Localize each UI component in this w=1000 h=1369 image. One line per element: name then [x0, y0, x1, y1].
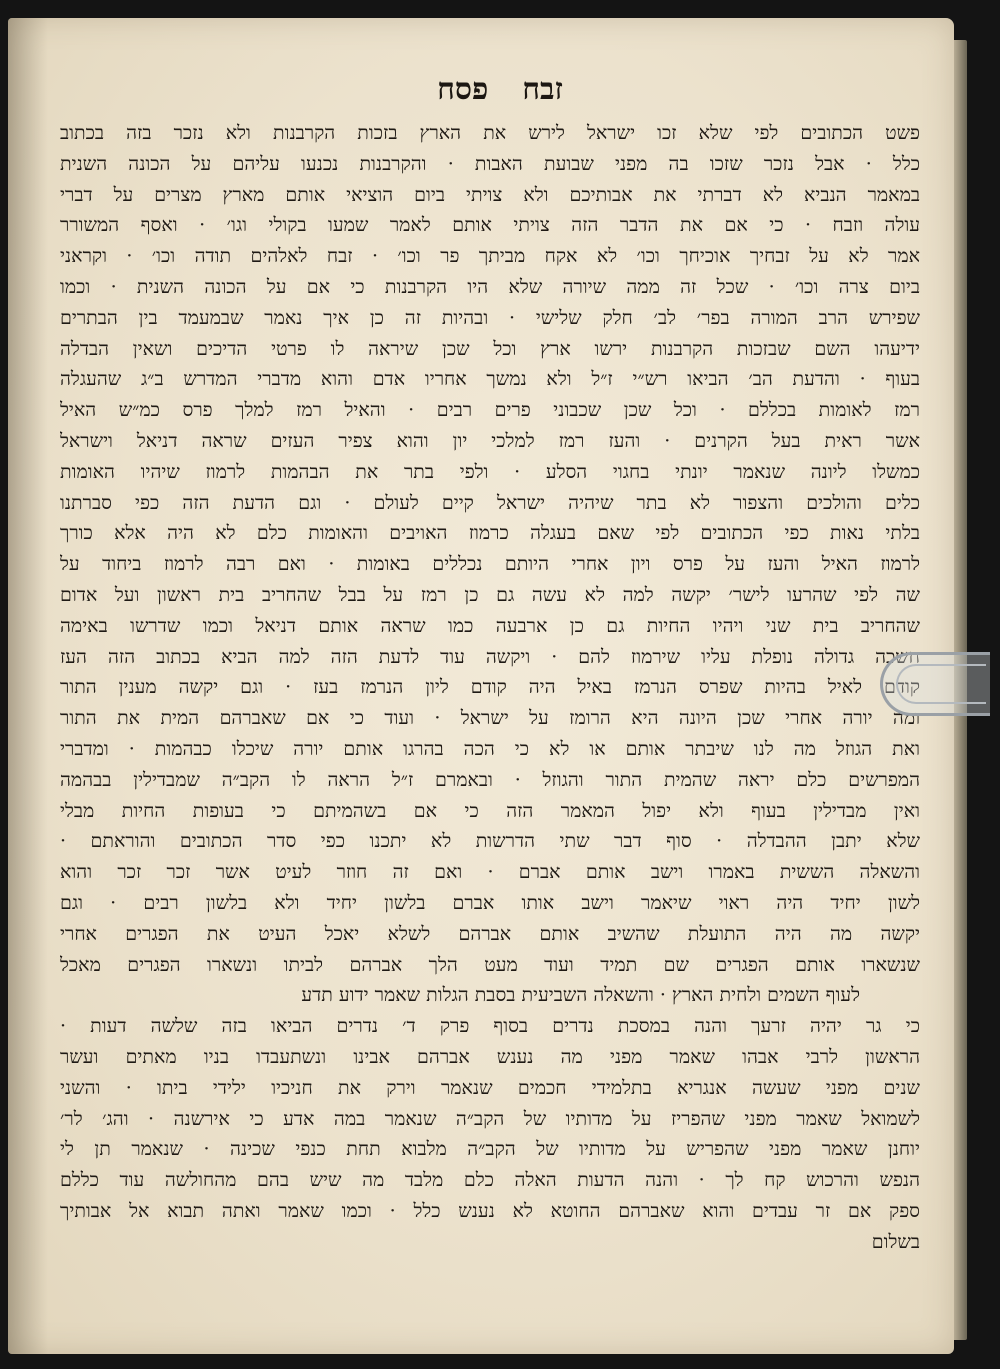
text-line: שהחריב בית שני ויהיו החיות גם כן ארבעה כמו שראה אותם דניאל וכמו שדרשו באימה: [60, 614, 920, 637]
text-line: במאמר הנביא לא דברתי את אבותיכם ולא צויתי ביום הוציאי אותם מארץ מצרים על דברי: [60, 183, 920, 206]
text-line: לרמוז האיל והעז על פרס ויון אחרי היותם נכללים באומות · ואם רבה לרמוז ביחוד על: [60, 553, 920, 576]
text-line: שלא יתבן ההבדלה · סוף דבר שתי הדרשות לא יתכנו כפי סדר הכתובים והוראתם ·: [60, 830, 920, 853]
text-line: בלתי נאות כפי הכתובים לפי שאם בעגלה כרמוז האויבים והאומות כלם לא היה אלא כורך: [60, 522, 920, 545]
text-line: המפרשים כלם יראה שהמית התור והגוזל · ובאמרם ז״ל הראה לו הקב״ה שמבדילין בבהמה: [60, 768, 920, 791]
text-line: רמז לאומות בכללם · וכל שכן שכבוני פרים רבים · והאיל רמז למלך פרס כמ״ש האיל: [60, 399, 920, 422]
text-line: הנפש והרכוש קח לך · והנה הדעות האלה כלם מלבד מה שיש בהם מהחולשה עוד כללם: [60, 1169, 920, 1192]
text-line: יקשה מה היה התועלת שהשיב אותם אברהם לשלא יאכל העיט את הפגרים אחרי: [60, 922, 920, 945]
text-line: והשאלה הששית באמרו וישב אותם אברם · ואם זה חוזר לעיט אשר זכר זכר והוא: [60, 861, 920, 884]
text-line: כי גר יהיה זרעך והנה במסכת נדרים בסוף פרק ד׳ נדרים הביאו בזה שלשה דעות ·: [60, 1015, 920, 1038]
text-line: שנים מפני שעשה אנגריא בתלמידי חכמים שנאמר וירק את חניכיו ילידי ביתו · והשני: [60, 1076, 920, 1099]
text-line: ואת הגוזל מה לנו שיבתר אותם או לא כי הכה בהרגו אותם יורה שיכלו כבהמות · ומדברי: [60, 737, 920, 760]
text-line: ביום צרה וכו׳ · שכל זה ממה שיורה שלא היו הקרבנות כי אם על הכונה השנית · וכמו: [60, 275, 920, 298]
running-header: [300, 72, 700, 112]
text-line: אשר ראית בעל הקרנים · והעז רמז למלכי יון והוא צפיר העזים שראה דניאל וישראל: [60, 429, 920, 452]
text-line: כלל · אבל נזכר שזכו בה מפני שבועת האבות · והקרבנות נכנעו עליהם על הכונה השנית: [60, 152, 920, 175]
page-gutter-shadow: [8, 18, 48, 1354]
header-word-left: פסח: [437, 72, 489, 107]
header-word-right: זבח: [522, 72, 563, 107]
text-line: אמר לא על זבחיך אוכיחך וכו׳ לא אקח מביתך פר וכו׳ · זבח לאלהים תודה וכו׳ · וקראני: [60, 245, 920, 268]
text-line: שה לפי שהרעו לישר׳ יקשה למה לא עשה גם כן רמז על בבל שהחריב בית ראשון ועל אדום: [60, 583, 920, 606]
text-line: בעוף · והדעת הב׳ הביאו רש״י ז״ל ולא נמשך אחריו אדם והוא מדברי המדרש ב״ג שהעגלה: [60, 368, 920, 391]
text-line: הראשון לרבי אבהו שאמר מפני מה נענש אברהם אבינו ונשתעבדו בניו מאתים ועשר: [60, 1045, 920, 1068]
text-line: ומה יורה אחרי שכן היונה היא הרומז על ישראל · ועוד כי אם שאברהם המית את התור: [60, 707, 920, 730]
main-text-block: [60, 118, 920, 1257]
text-line: לעוף השמים ולחית הארץ · והשאלה השביעית בסבת הגלות שאמר ידוע תדע: [301, 984, 860, 1007]
text-line: כלים והולכים והצפור לא בתר שיהיה ישראל קיים לעולם · וגם הדעת הזה כפי סברתנו: [60, 491, 920, 514]
text-line: כמשלו ליונה שנאמר יונתי בחגוי הסלע · ולפי בתר את הבהמות לרמוז שיהיו האומות: [60, 460, 920, 483]
text-line: חשכה גדולה נופלת עליו שירמוז להם · ויקשה עוד לדעת הזה למה הביא בכתוב הזה העז: [60, 645, 920, 668]
text-line: עולה וזבח · כי אם את הדבר הזה צויתי אותם לאמר שמעו בקולי וגו׳ · ואסף המשורר: [60, 214, 920, 237]
text-line: ואין מבדילין בעוף ולא יפול המאמר הזה כי אם בשהמיתם כי בעופות החיות מבלי: [60, 799, 920, 822]
text-line: קודם לאיל בהיות שפרס הנרמז באיל היה קודם ליון הנרמז בעז · וגם יקשה מענין התור: [60, 676, 920, 699]
text-line: לשמואל שאמר מפני שהפריז על מדותיו של הקב״ה שנאמר במה אדע כי אירשנה · והג׳ לר׳: [60, 1107, 920, 1130]
text-line: לשון יחיד היה ראוי שיאמר וישב אותו אברם בלשון יחיד ולא בלשון רבים · וגם: [60, 891, 920, 914]
text-line-final: בשלום: [871, 1230, 920, 1253]
text-line: ידיעהו השם שבזכות הקרבנות ירשו ארץ וכל שכן שיראה לו פרטי הדיכים ושאין הבדלה: [60, 337, 920, 360]
text-line: שנשארו אותם הפגרים שם תמיד ועוד מעט הלך אברהם לביתו ונשארו הפגרים מאכל: [60, 953, 920, 976]
text-line: שפירש הרב המורה בפר׳ לב׳ חלק שלישי · ובהיות זה כן איך נאמר שבמעמד בין הבתרים: [60, 306, 920, 329]
paper-clip-inner-loop: [896, 664, 986, 704]
text-line: יוחנן שאמר מפני שהפריש על מדותיו של הקב״ה מלבוא תחת כנפי שכינה · שנאמר תן לי: [60, 1138, 920, 1161]
text-line: ספק אם זר עבדים והוא שאברהם החוטא לא נענש כלל · וכמו שאמר ואתה תבוא אל אבותיך: [60, 1199, 920, 1222]
text-line: פשט הכתובים לפי שלא זכו ישראל לירש את הארץ בזכות הקרבנות ולא נזכר בזה בכתוב: [60, 122, 920, 144]
